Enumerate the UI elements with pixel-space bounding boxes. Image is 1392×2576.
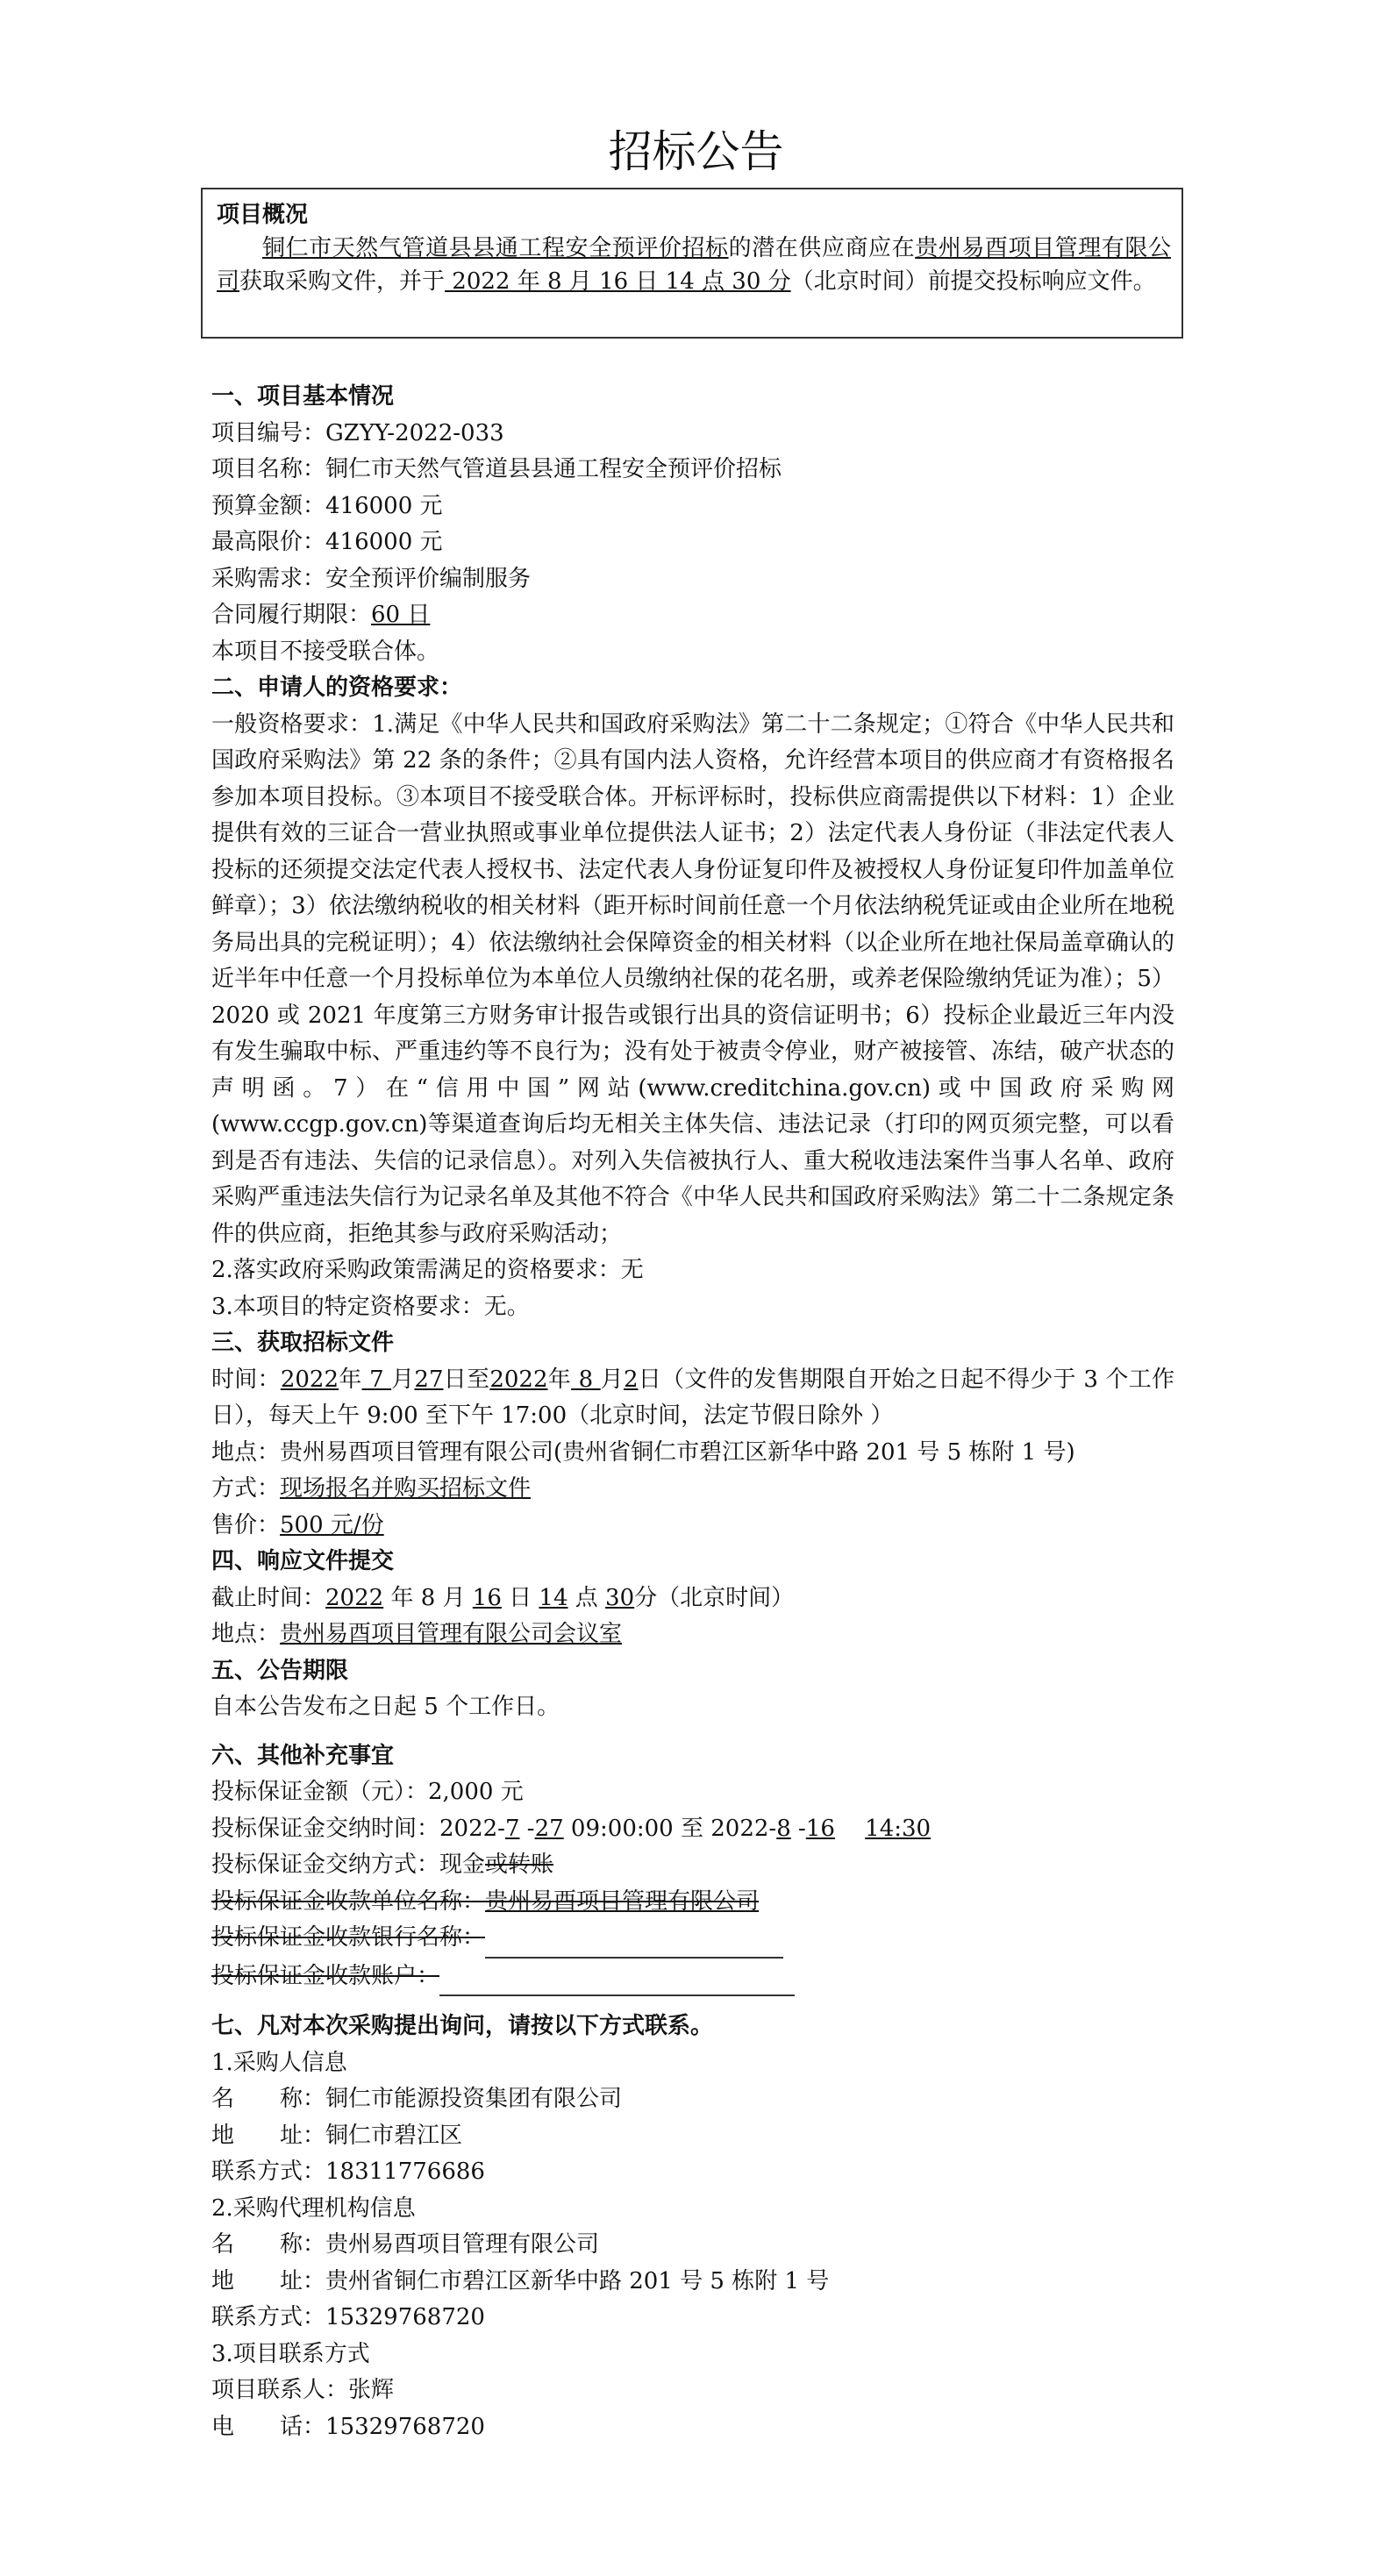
deposit-month-1: 7 <box>504 1815 520 1842</box>
time-day-2: 2 <box>623 1366 639 1393</box>
deposit-sep-2: - <box>790 1815 806 1842</box>
section1-heading: 一、项目基本情况 <box>211 383 395 410</box>
agency-address: 地 址：贵州省铜仁市碧江区新华中路 201 号 5 栋附 1 号 <box>211 2267 830 2294</box>
method-value: 现场报名并购买招标文件 <box>280 1475 532 1502</box>
consortium-note: 本项目不接受联合体。 <box>211 638 440 665</box>
budget-amount: 预算金额：416000 元 <box>211 492 443 519</box>
overview-location: 贵州易酉项目管理有限公司 <box>217 235 1171 295</box>
deadline-day: 16 <box>472 1584 502 1611</box>
submission-place-value: 贵州易酉项目管理有限公司会议室 <box>280 1621 623 1647</box>
deposit-end-time: 14:30 <box>865 1815 932 1842</box>
section6-heading: 六、其他补充事宜 <box>211 1742 395 1769</box>
document-price <box>211 1508 1174 1545</box>
overview-project-name: 铜仁市天然气管道县县通工程安全预评价招标 <box>262 235 729 261</box>
deposit-bank-label: 投标保证金收款银行名称： <box>211 1924 486 1951</box>
overview-text-3: （北京时间）前提交投标响应文件。 <box>790 268 1156 295</box>
overview-text <box>217 232 1171 298</box>
deposit-bank <box>211 1920 1174 1959</box>
deposit-account-blank <box>439 1959 795 1997</box>
deadline-hour: 14 <box>539 1584 568 1611</box>
section2-heading: 二、申请人的资格要求： <box>211 674 463 701</box>
project-name: 项目名称：铜仁市天然气管道县县通工程安全预评价招标 <box>211 456 782 482</box>
deposit-account <box>211 1959 1174 1997</box>
deposit-method <box>211 1847 1174 1884</box>
purchaser-title: 1.采购人信息 <box>211 2049 347 2076</box>
deadline-tail: 分（北京时间） <box>634 1584 795 1611</box>
deposit-account-label: 投标保证金收款账户： <box>211 1962 440 1989</box>
deposit-method-value: 现金 <box>439 1852 486 1878</box>
time-year-2: 2022 <box>489 1366 548 1393</box>
submission-place <box>211 1616 1174 1653</box>
deposit-day-2: 16 <box>805 1815 835 1842</box>
price-label: 售价： <box>211 1511 281 1538</box>
deadline-label: 截止时间： <box>211 1584 326 1611</box>
deadline-minute: 30 <box>605 1584 635 1611</box>
purchaser-address: 地 址：铜仁市碧江区 <box>211 2122 463 2149</box>
section5-heading: 五、公告期限 <box>211 1657 349 1684</box>
method-label: 方式： <box>211 1475 281 1502</box>
deposit-method-struck: 或转账 <box>485 1852 554 1878</box>
section7-heading: 七、凡对本次采购提出询问，请按以下方式联系。 <box>211 2013 714 2039</box>
deposit-amount: 投标保证金额（元）：2,000 元 <box>211 1779 524 1805</box>
general-qualification: 一般资格要求：1.满足《中华人民共和国政府采购法》第二十二条规定；①符合《中华人民共和国政府采购法》第 22 条的条件；②具有国内法人资格，允许经营本项目的供应商才有资格报名参加本项目投标。③本项目不接受联合体。开标评标时，投标供应商需提供以下材料：1）企业提供有效的三证合一营业执照或事业单位提供法人证书；2）法定代表人身份证（非法定代表人投标的还须提交法定代表人授权书、法定代表人身份证复印件及被授权人身份证复印件加盖单位鲜章）；3）依法缴纳税收的相关材料（距开标时间前任意一个月依法纳税凭证或由企业所在地税务局出具的完税证明）；4）依法缴纳社会保障资金的相关材料（以企业所在地社保局盖章确认的近半年中任意一个月投标单位为本单位人员缴纳社保的花名册，或养老保险缴纳凭证为准）；5）2020 或 2021 年度第三方财务审计报告或银行出具的资信证明书；6）投标企业最近三年内没有发生骗取中标、严重违约等不良行为；没有处于被责令停业，财产被接管、冻结，破产状态的声明函。7）在“信用中国”网站(www.creditchina.gov.cn)或中国政府采购网(www.ccgp.gov.cn)等渠道查询后均无相关主体失信、违法记录（打印的网页须完整，可以看到是否有违法、失信的记录信息）。对列入失信被执行人、重大税收违法案件当事人名单、政府采购严重违法失信行为记录名单及其他不符合《中华人民共和国政府采购法》第二十二条规定条件的供应商，拒绝其参与政府采购活动； <box>211 710 1174 1247</box>
project-overview-box <box>201 188 1183 339</box>
deposit-time-label: 投标保证金交纳时间：2022- <box>211 1815 505 1842</box>
deposit-time <box>211 1811 1174 1848</box>
overview-deadline: 2022 年 8 月 16 日 14 点 30 分 <box>445 268 791 295</box>
contact-phone: 电 话：15329768720 <box>211 2413 485 2440</box>
agency-phone: 联系方式：15329768720 <box>211 2304 485 2330</box>
deposit-sep-1: - <box>519 1815 535 1842</box>
deadline-year: 2022 <box>325 1584 384 1611</box>
overview-text-2: 获取采购文件，并于 <box>239 268 446 295</box>
time-note: 日（文件的发售期限自开始之日起不得少于 3 个工作日），每天上午 9:00 至下午 17:00（北京时间，法定节假日除外 ） <box>211 1366 1174 1429</box>
deposit-bank-blank <box>485 1920 783 1959</box>
time-month-2: 8 <box>571 1366 601 1393</box>
contract-term-label: 合同履行期限： <box>211 602 372 628</box>
agency-title: 2.采购代理机构信息 <box>211 2194 416 2222</box>
deposit-time-mid: 09:00:00 至 2022- <box>563 1815 777 1842</box>
purchaser-phone: 联系方式：18311776686 <box>211 2159 485 2185</box>
section3-heading: 三、获取招标文件 <box>211 1330 395 1356</box>
page-title: 招标公告 <box>608 126 784 177</box>
deposit-method-label: 投标保证金交纳方式： <box>211 1852 440 1878</box>
deposit-payee-value: 贵州易酉项目管理有限公司 <box>485 1887 760 1915</box>
specific-qualification: 3.本项目的特定资格要求：无。 <box>211 1293 530 1320</box>
procurement-demand: 采购需求：安全预评价编制服务 <box>211 565 532 592</box>
time-month-1: 7 <box>361 1366 392 1393</box>
max-price: 最高限价：416000 元 <box>211 529 443 555</box>
contact-person: 项目联系人：张辉 <box>211 2377 395 2403</box>
time-to: 日至 <box>443 1366 490 1393</box>
overview-heading: 项目概况 <box>217 202 309 228</box>
time-label: 时间： <box>211 1366 281 1393</box>
deposit-payee <box>211 1884 1174 1921</box>
contact-title: 3.项目联系方式 <box>211 2340 370 2367</box>
acquisition-time: 时间：2022年 7 月27日至2022年 8 月2日（文件的发售期限自开始之日起不得少于 3 个工作日），每天上午 9:00 至下午 17:00（北京时间，法定节假日除外 ） <box>211 1366 1174 1429</box>
submission-place-label: 地点： <box>211 1621 281 1647</box>
deadline-month: 8 <box>413 1584 443 1611</box>
acquisition-method <box>211 1471 1174 1508</box>
time-day-1: 27 <box>414 1366 444 1393</box>
announcement-content <box>211 379 1174 2445</box>
agency-name: 名 称：贵州易酉项目管理有限公司 <box>211 2231 600 2258</box>
submission-deadline: 截止时间：2022 年 8 月 16 日 14 点 30分（北京时间） <box>211 1584 795 1611</box>
deposit-payee-label: 投标保证金收款单位名称： <box>211 1887 486 1915</box>
time-month-char: 月 <box>391 1366 415 1393</box>
time-year-1: 2022 <box>280 1366 339 1393</box>
project-number: 项目编号：GZYY-2022-033 <box>211 419 504 446</box>
price-value: 500 元/份 <box>280 1511 384 1538</box>
section4-heading: 四、响应文件提交 <box>211 1548 395 1574</box>
contract-term-value: 60 日 <box>371 602 431 628</box>
deposit-day-1: 27 <box>534 1815 564 1842</box>
contract-term <box>211 597 1174 634</box>
policy-qualification: 2.落实政府采购政策需满足的资格要求：无 <box>211 1257 644 1283</box>
announcement-period: 自本公告发布之日起 5 个工作日。 <box>211 1694 560 1720</box>
deposit-month-2: 8 <box>776 1815 791 1842</box>
overview-text-1: 的潜在供应商应在 <box>728 235 916 261</box>
acquisition-place: 地点：贵州易酉项目管理有限公司(贵州省铜仁市碧江区新华中路 201 号 5 栋附 1 号) <box>211 1438 1075 1466</box>
purchaser-name: 名 称：铜仁市能源投资集团有限公司 <box>211 2086 623 2112</box>
